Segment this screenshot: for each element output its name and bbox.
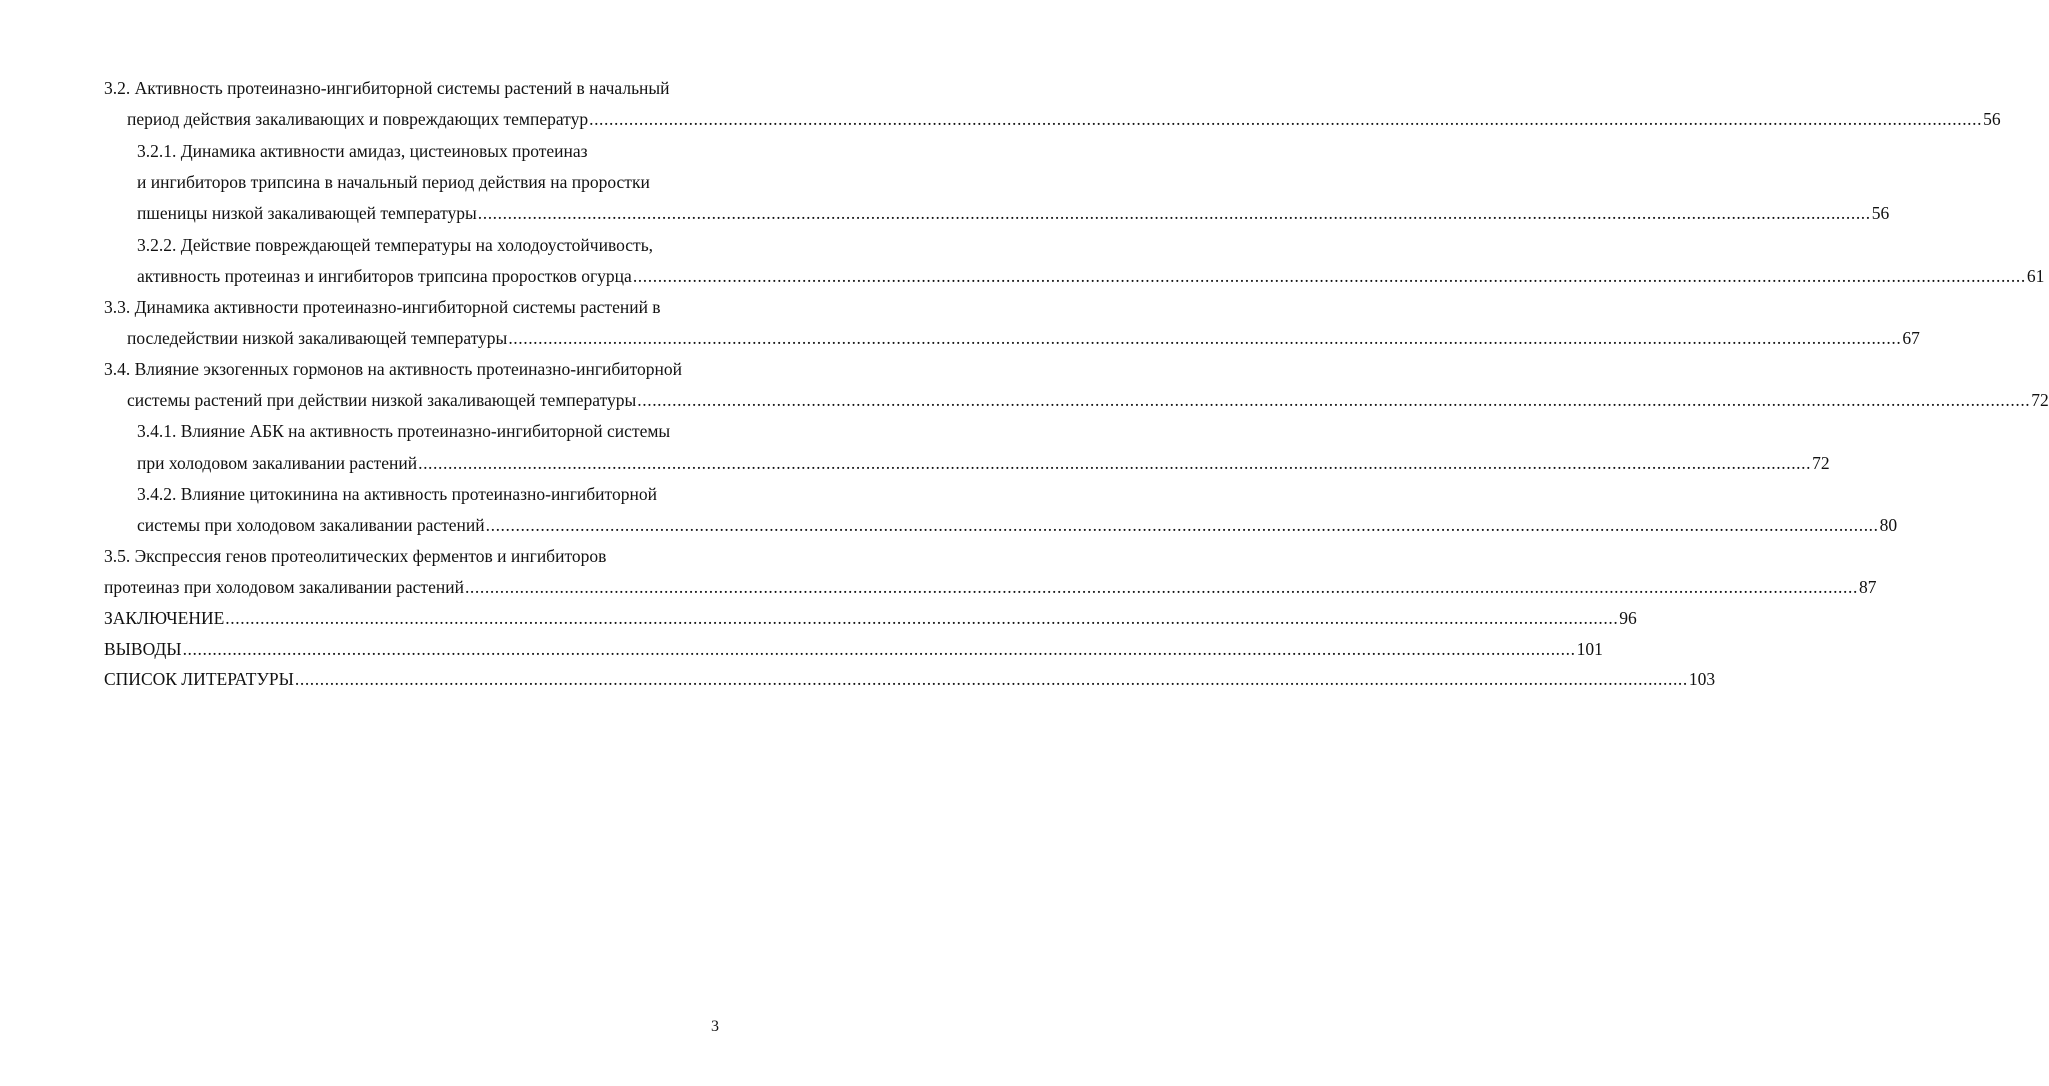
leader-dots (486, 514, 1879, 536)
toc-entry-line (104, 545, 606, 567)
toc-page-number: 87 (1858, 577, 1877, 597)
page-number: 3 (711, 1018, 719, 1035)
toc-entry-line (104, 296, 661, 318)
toc-entry-line-last (137, 265, 2045, 287)
toc-entry-line-last (104, 638, 1603, 660)
toc-entry-text: 3.4.1. Влияние АБК на активность протеиназно-ингибиторной системы (137, 421, 671, 441)
leader-dots (478, 202, 1871, 224)
toc-entry-line (104, 358, 682, 380)
toc-entry-line (137, 140, 588, 162)
toc-entry-line-last (137, 452, 1830, 474)
toc-page-number: 103 (1688, 669, 1716, 689)
leader-dots (418, 452, 1811, 474)
toc-page-number: 72 (2031, 390, 2049, 410)
toc-entry-line-last (104, 668, 1716, 690)
toc-entry-text: 3.2.2. Действие повреждающей температуры на холодоустойчивость, (137, 235, 654, 255)
toc-entry-line-last (127, 327, 1920, 349)
toc-page-number: 56 (1983, 109, 2001, 129)
toc-page-number: 56 (1871, 203, 1890, 223)
toc-entry-text: 3.2.1. Динамика активности амидаз, цистеиновых протеиназ (137, 141, 588, 161)
leader-dots (589, 108, 1982, 130)
toc-page-number: 61 (2026, 266, 2045, 286)
toc-entry-text: 3.3. Динамика активности протеиназно-ингибиторной системы растений в (104, 297, 661, 317)
toc-entry-line-last (104, 607, 1637, 629)
toc-entry-text: 3.4. Влияние экзогенных гормонов на активность протеиназно-ингибиторной (104, 359, 683, 379)
toc-entry-line (137, 171, 650, 193)
leader-dots (183, 638, 1576, 660)
toc-page-number: 67 (1902, 328, 1920, 348)
leader-dots (465, 576, 1858, 598)
toc-page-number: 80 (1879, 515, 1898, 535)
toc-entry-line-last (127, 389, 2049, 411)
toc-entry-text: последействии низкой закаливающей температуры (127, 328, 508, 348)
toc-entry-text: 3.2. Активность протеиназно-ингибиторной системы растений в начальный (104, 78, 670, 98)
toc-entry-line (104, 77, 670, 99)
toc-page-number: 96 (1619, 608, 1637, 628)
toc-entry-line (137, 234, 653, 256)
leader-dots (508, 327, 1901, 349)
toc-entry-line-last (127, 108, 2001, 130)
leader-dots (295, 668, 1688, 690)
toc-entry-text: 3.5. Экспрессия генов протеолитических ферментов и ингибиторов (104, 546, 607, 566)
toc-entry-text: системы при холодовом закаливании растений (137, 515, 485, 535)
toc-entry-line-last (137, 514, 1898, 536)
toc-entry-text: ВЫВОДЫ (104, 639, 182, 659)
toc-page-number: 101 (1576, 639, 1603, 659)
toc-entry-text: период действия закаливающих и повреждающих температур (127, 109, 589, 129)
toc-entry-text: ЗАКЛЮЧЕНИЕ (104, 608, 225, 628)
toc-entry-text: СПИСОК ЛИТЕРАТУРЫ (104, 669, 294, 689)
toc-entry-text: и ингибиторов трипсина в начальный период действия на проростки (137, 172, 650, 192)
toc-entry-line-last (104, 576, 1877, 598)
leader-dots (637, 389, 2030, 411)
toc-entry-text: активность протеиназ и ингибиторов трипсина проростков огурца (137, 266, 632, 286)
toc-page-number: 72 (1812, 453, 1830, 473)
toc-entry-line-last (137, 202, 1890, 224)
toc-entry-text: протеиназ при холодовом закаливании растений (104, 577, 464, 597)
toc-entry-text: пшеницы низкой закаливающей температуры (137, 203, 477, 223)
leader-dots (633, 265, 2026, 287)
leader-dots (225, 607, 1618, 629)
toc-entry-line (137, 483, 657, 505)
toc-entry-text: 3.4.2. Влияние цитокинина на активность протеиназно-ингибиторной (137, 484, 657, 504)
toc-entry-line (137, 420, 670, 442)
toc-entry-text: системы растений при действии низкой закаливающей температуры (127, 390, 637, 410)
toc-entry-text: при холодовом закаливании растений (137, 453, 418, 473)
